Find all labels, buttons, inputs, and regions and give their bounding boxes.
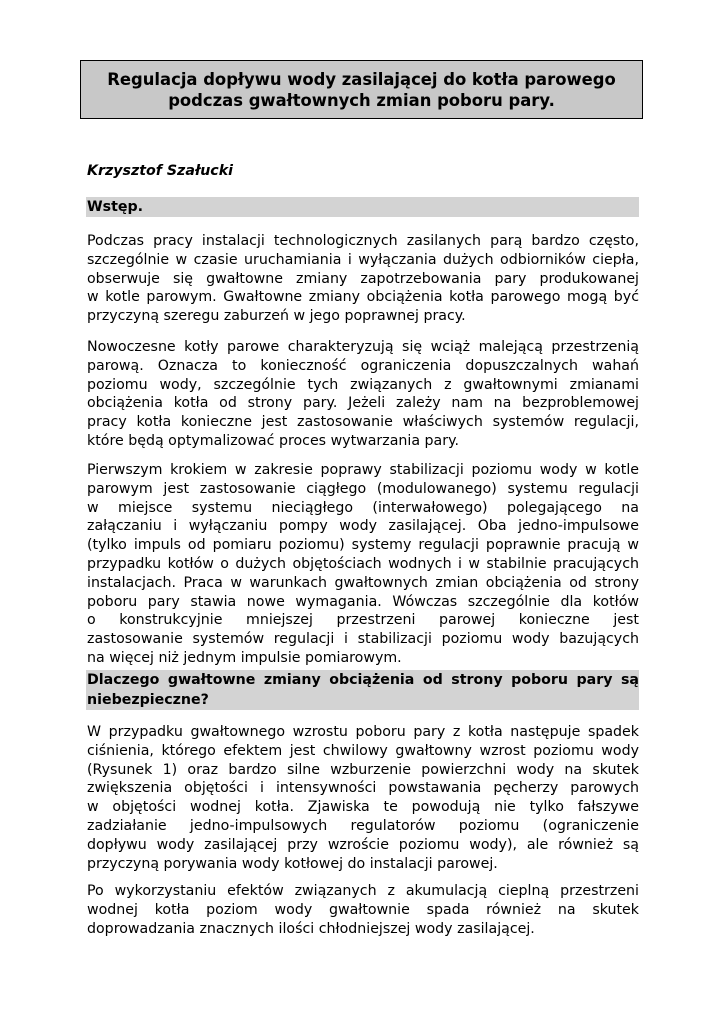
paragraph-line: ciśnienia, którego efektem jest chwilowy gwałtowny wzrost poziomu wody bbox=[87, 742, 639, 759]
section-heading-line: Dlaczego gwałtowne zmiany obciążenia od strony poboru pary są bbox=[87, 672, 639, 688]
paragraph-line: (tylko impuls od pomiaru poziomu) systemy regulacji poprawnie pracują w bbox=[87, 537, 639, 554]
paragraph-1 bbox=[87, 232, 639, 326]
paragraph-line: pracy kotła konieczne jest zastosowanie właściwych systemów regulacji, bbox=[87, 414, 639, 431]
document-title-line-1: Regulacja dopływu wody zasilającej do kotła parowego bbox=[107, 69, 616, 89]
paragraph-line: poboru pary stawia nowe wymagania. Wówczas szczególnie dla kotłów bbox=[87, 593, 639, 610]
paragraph-line: parowym jest zastosowanie ciągłego (modulowanego) systemu regulacji bbox=[87, 480, 639, 497]
paragraph-line: które będą optymalizować proces wytwarzania pary. bbox=[87, 432, 459, 449]
paragraph-line: dopływu wody zasilającej przy wzroście poziomu wody), ale również są bbox=[87, 836, 639, 853]
paragraph-line: wodnej kotła poziom wody gwałtownie spada również na skutek bbox=[87, 901, 639, 918]
paragraph-line: przyczyną szeregu zaburzeń w jego poprawnej pracy. bbox=[87, 308, 466, 325]
document-title-box bbox=[80, 60, 643, 119]
paragraph-line: (Rysunek 1) oraz bardzo silne wzburzenie powierzchni wody na skutek bbox=[87, 761, 639, 778]
paragraph-line: instalacjach. Praca w warunkach gwałtownych zmian obciążenia od strony bbox=[87, 574, 639, 591]
paragraph-line: Nowoczesne kotły parowe charakteryzują się wciąż malejącą przestrzenią bbox=[87, 339, 639, 355]
paragraph-line: na więcej niż jednym impulsie pomiarowym. bbox=[87, 649, 402, 666]
paragraph-line: W przypadku gwałtownego wzrostu poboru pary z kotła następuje spadek bbox=[87, 724, 639, 740]
paragraph-5 bbox=[87, 882, 639, 938]
paragraph-line: zastosowanie systemów regulacji i stabilizacji poziomu wody bazujących bbox=[87, 631, 639, 648]
paragraph-line: w miejsce systemu nieciągłego (interwałowego) polegającego na bbox=[87, 499, 639, 516]
paragraph-line: Podczas pracy instalacji technologicznych zasilanych parą bardzo często, bbox=[87, 233, 639, 249]
paragraph-line: doprowadzania znacznych ilości chłodniejszej wody zasilającej. bbox=[87, 920, 535, 937]
paragraph-line: obserwuje się gwałtowne zmiany zapotrzebowania pary produkowanej bbox=[87, 270, 639, 287]
paragraph-line: załączaniu i wyłączaniu pompy wody zasilającej. Oba jedno-impulsowe bbox=[87, 518, 639, 535]
document-title-line-2: podczas gwałtownych zmian poboru pary. bbox=[168, 90, 555, 110]
paragraph-3 bbox=[87, 461, 639, 668]
paragraph-line: o konstrukcyjnie mniejszej przestrzeni parowej konieczne jest bbox=[87, 612, 639, 629]
section-heading-line: niebezpieczne? bbox=[87, 692, 209, 708]
section-heading-intro bbox=[86, 197, 639, 217]
paragraph-4 bbox=[87, 723, 639, 873]
paragraph-2 bbox=[87, 338, 639, 451]
paragraph-line: szczególnie w czasie uruchamiania i wyłączania dużych odbiorników ciepła, bbox=[87, 251, 639, 268]
paragraph-line: obciążenia kotła od strony pary. Jeżeli zależy nam na bezproblemowej bbox=[87, 395, 639, 412]
paragraph-line: przyczyną porywania wody kotłowej do instalacji parowej. bbox=[87, 855, 498, 872]
section-heading-why-dangerous bbox=[86, 670, 639, 710]
paragraph-line: Po wykorzystaniu efektów związanych z akumulacją cieplną przestrzeni bbox=[87, 883, 639, 899]
paragraph-line: zwiększenia objętości i intensywności powstawania pęcherzy parowych bbox=[87, 780, 639, 797]
paragraph-line: parową. Oznacza to konieczność ograniczenia dopuszczalnych wahań bbox=[87, 357, 639, 374]
paragraph-line: w objętości wodnej kotła. Zjawiska te powodują nie tylko fałszywe bbox=[87, 799, 639, 816]
paragraph-line: w kotle parowym. Gwałtowne zmiany obciążenia kotła parowego mogą być bbox=[87, 289, 639, 306]
author-name: Krzysztof Szałucki bbox=[87, 163, 234, 179]
paragraph-line: przypadku kotłów o dużych objętościach wodnych i w stabilnie pracujących bbox=[87, 555, 639, 572]
paragraph-line: Pierwszym krokiem w zakresie poprawy stabilizacji poziomu wody w kotle bbox=[87, 462, 639, 478]
paragraph-line: poziomu wody, szczególnie tych związanych z gwałtownymi zmianami bbox=[87, 376, 639, 393]
paragraph-line: zadziałanie jedno-impulsowych regulatorów poziomu (ograniczenie bbox=[87, 817, 639, 834]
section-heading-line: Wstęp. bbox=[87, 199, 144, 215]
